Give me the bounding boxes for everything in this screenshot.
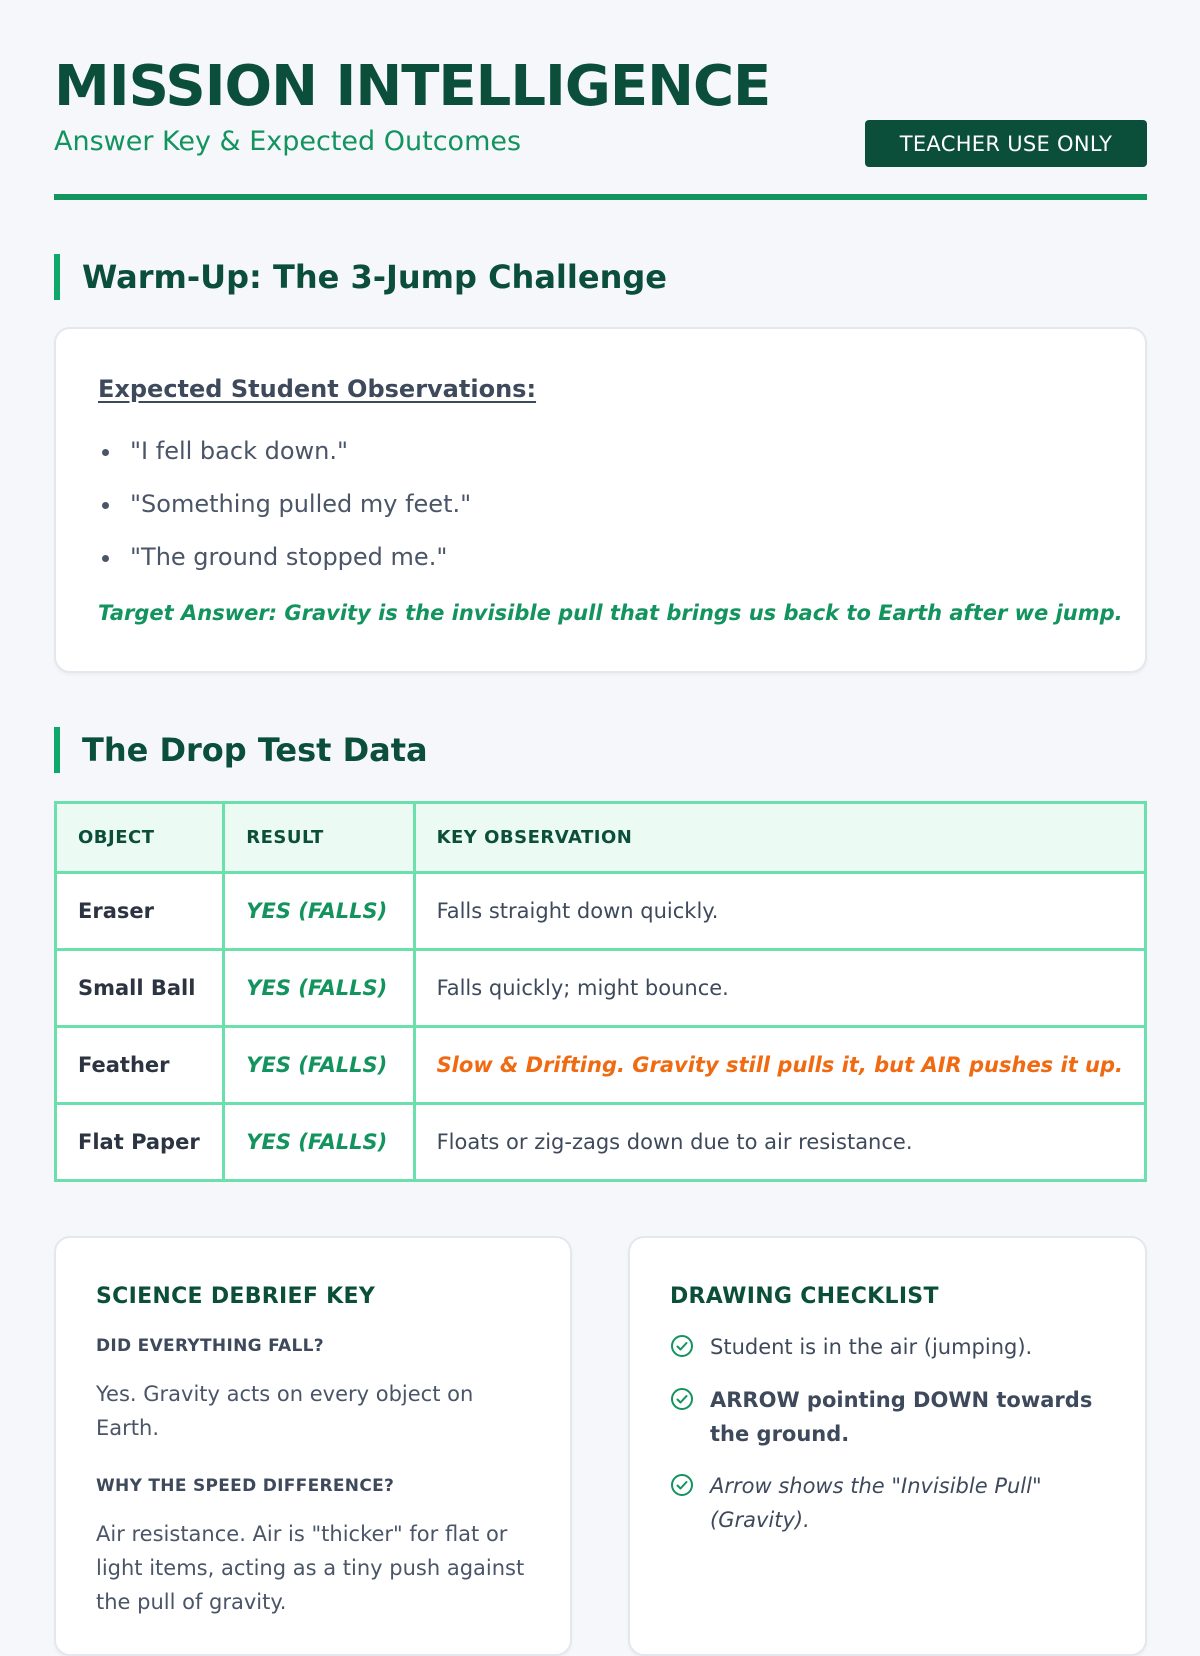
cell-observation: Floats or zig-zags down due to air resistance. xyxy=(414,1104,1145,1181)
checklist-card xyxy=(628,1236,1147,1656)
cell-object: Eraser xyxy=(56,873,224,950)
cell-result: YES (FALLS) xyxy=(224,950,414,1027)
drop-test-heading: The Drop Test Data xyxy=(54,727,428,773)
checklist-item-text: Arrow shows the "Invisible Pull" (Gravity). xyxy=(710,1474,1042,1532)
table-row xyxy=(56,1027,1146,1104)
check-circle-icon xyxy=(670,1334,694,1358)
column-header-object: OBJECT xyxy=(56,803,224,873)
target-answer: Target Answer: Gravity is the invisible pull that brings us back to Earth after we jump. xyxy=(98,601,1123,625)
drop-test-table xyxy=(54,801,1147,1182)
cell-result: YES (FALLS) xyxy=(224,1027,414,1104)
header-divider xyxy=(54,194,1147,200)
table-row xyxy=(56,950,1146,1027)
column-header-observation: KEY OBSERVATION xyxy=(414,803,1145,873)
checklist-item xyxy=(670,1330,1100,1364)
teacher-only-badge: TEACHER USE ONLY xyxy=(865,120,1147,167)
observations-label: Expected Student Observations: xyxy=(98,375,537,403)
list-item: "Something pulled my feet." xyxy=(98,478,471,531)
debrief-answer-2: Air resistance. Air is "thicker" for flat or light items, acting as a tiny push against the pull of gravity. xyxy=(96,1522,525,1614)
answer-key-page xyxy=(54,0,1147,1614)
cell-observation-highlight: Slow & Drifting. Gravity still pulls it, but AIR pushes it up. xyxy=(414,1027,1145,1104)
table-row xyxy=(56,873,1146,950)
checklist-title: DRAWING CHECKLIST xyxy=(670,1284,939,1309)
table-row xyxy=(56,1104,1146,1181)
page-title: MISSION INTELLIGENCE xyxy=(54,54,771,119)
cell-observation: Falls quickly; might bounce. xyxy=(414,950,1145,1027)
cell-result: YES (FALLS) xyxy=(224,1104,414,1181)
cell-object: Feather xyxy=(56,1027,224,1104)
checklist-item-text: Student is in the air (jumping). xyxy=(710,1335,1033,1359)
warmup-heading: Warm-Up: The 3-Jump Challenge xyxy=(54,254,667,300)
check-circle-icon xyxy=(670,1473,694,1497)
list-item: "I fell back down." xyxy=(98,425,471,478)
list-item: "The ground stopped me." xyxy=(98,531,471,584)
cell-object: Small Ball xyxy=(56,950,224,1027)
debrief-question-2: WHY THE SPEED DIFFERENCE? xyxy=(96,1476,395,1496)
checklist-item xyxy=(670,1383,1100,1451)
debrief-question-1: DID EVERYTHING FALL? xyxy=(96,1336,324,1356)
debrief-card xyxy=(54,1236,572,1656)
checklist-item xyxy=(670,1469,1100,1537)
check-circle-icon xyxy=(670,1387,694,1411)
debrief-answer-1: Yes. Gravity acts on every object on Earth. xyxy=(96,1382,474,1440)
cell-observation: Falls straight down quickly. xyxy=(414,873,1145,950)
cell-object: Flat Paper xyxy=(56,1104,224,1181)
header xyxy=(54,0,1147,200)
table-header-row xyxy=(56,803,1146,873)
cell-result: YES (FALLS) xyxy=(224,873,414,950)
column-header-result: RESULT xyxy=(224,803,414,873)
observations-list xyxy=(98,425,471,584)
debrief-title: SCIENCE DEBRIEF KEY xyxy=(96,1284,376,1309)
checklist-item-text: ARROW pointing DOWN towards the ground. xyxy=(710,1388,1093,1446)
warmup-card xyxy=(54,327,1147,673)
page-subtitle: Answer Key & Expected Outcomes xyxy=(54,126,522,157)
